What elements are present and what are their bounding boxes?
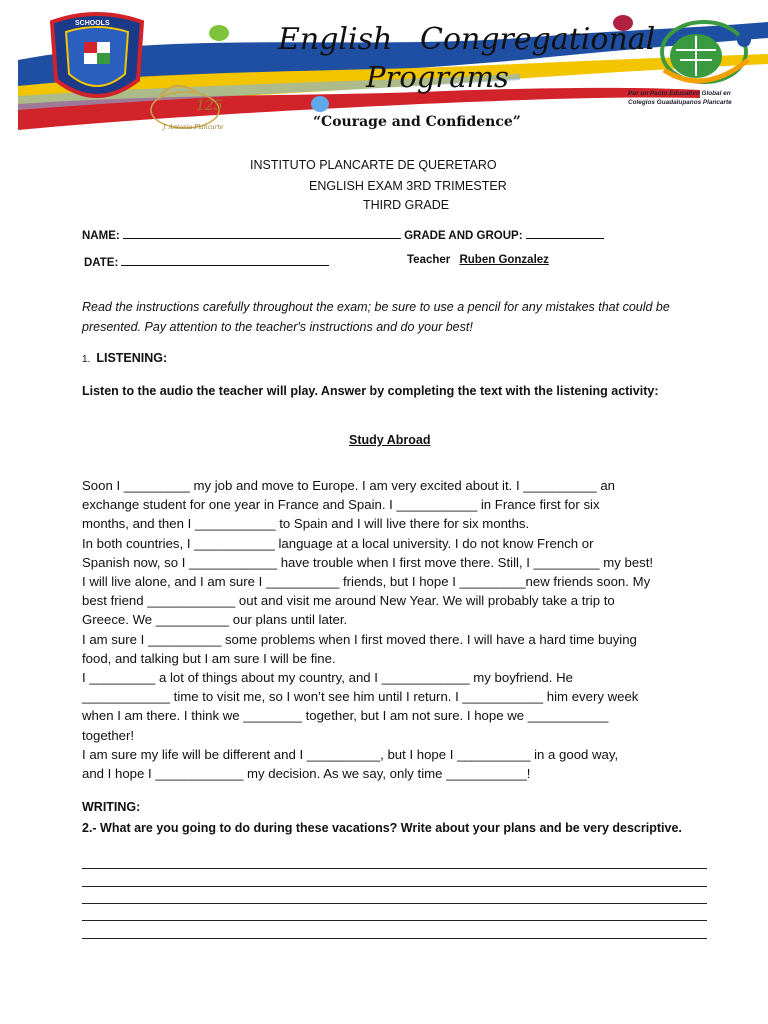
school-label: SCHOOLS [75, 20, 110, 27]
banner-title-english: English [278, 22, 393, 57]
exam-instructions: Read the instructions carefully throughout the exam; be sure to use a pencil for any mistakes that could be presented. Pay attention to the teacher's instructions and do your best! [82, 300, 670, 334]
global-pact-line-2: Colegios Guadalupanos Plancarte [628, 99, 732, 106]
passage-line: In both countries, I ___________ language at a local university. I do not know French or [82, 535, 594, 551]
teacher-name: Ruben Gonzalez [459, 254, 549, 266]
answer-line[interactable] [82, 938, 707, 939]
passage-line: exchange student for one year in France and Spain. I ___________ in France first for six [82, 497, 600, 513]
teacher-label: Teacher [407, 254, 451, 266]
name-blank[interactable] [123, 227, 401, 239]
exam-title: ENGLISH EXAM 3RD TRIMESTER [309, 179, 507, 193]
passage-line: ____________ time to visit me, so I won’t see him until I return. I ___________ him every week [82, 689, 639, 705]
answer-line[interactable] [82, 903, 707, 904]
passage-line: when I am there. I think we ________ together, but I am not sure. I hope we ___________ [82, 708, 609, 724]
listening-instruction: Listen to the audio the teacher will play. Answer by completing the text with the listening activity: [82, 384, 659, 398]
motto: “Courage and Confidence” [313, 114, 521, 130]
institute-name: INSTITUTO PLANCARTE DE QUERETARO [250, 158, 497, 172]
passage-line: Greece. We __________ our plans until later. [82, 612, 348, 628]
grade-group-label: GRADE AND GROUP: [404, 230, 523, 242]
name-row [82, 227, 604, 242]
global-pact-line-1: Por un Pacto Educativo Global en [628, 90, 731, 97]
answer-line[interactable] [82, 920, 707, 921]
header-banner [0, 0, 768, 140]
writing-heading: WRITING: [82, 800, 141, 814]
date-row [84, 254, 329, 269]
passage-line: Soon I _________ my job and move to Europe. I am very excited about it. I __________ an [82, 478, 615, 493]
banner-title-programs: Programs [366, 60, 509, 94]
anniversary-number: 125 [196, 98, 223, 114]
global-pact-caption [628, 89, 732, 107]
passage-line: best friend ____________ out and visit me around New Year. We will probably take a trip to [82, 593, 615, 609]
grade-title: THIRD GRADE [363, 198, 450, 212]
listening-passage [82, 476, 722, 783]
name-label: NAME: [82, 230, 120, 242]
passage-line: food, and talking but I am sure I will be fine. [82, 650, 336, 666]
passage-line: I _________ a lot of things about my country, and I ____________ my boyfriend. He [82, 670, 573, 686]
writing-question: 2.- What are you going to do during these vacations? Write about your plans and be very descriptive. [82, 821, 682, 835]
grade-group-blank[interactable] [526, 227, 604, 239]
listening-heading [82, 351, 167, 365]
banner-title-congregational: Congregational [420, 22, 656, 57]
teacher-row [407, 254, 549, 266]
date-label: DATE: [84, 257, 119, 269]
passage-line: months, and then I ___________ to Spain and I will live there for six months. [82, 516, 530, 532]
passage-line: and I hope I ____________ my decision. As we say, only time ___________! [82, 766, 531, 782]
date-blank[interactable] [121, 254, 329, 266]
story-title: Study Abroad [349, 433, 431, 447]
passage-line: I am sure I __________ some problems when I first moved there. I will have a hard time buying [82, 631, 637, 647]
listening-label: LISTENING: [96, 351, 168, 365]
passage-line: I am sure my life will be different and I __________, but I hope I __________ in a good way, [82, 746, 619, 762]
answer-line[interactable] [82, 886, 707, 887]
anniversary-name: J. Antonio Plancarte [163, 124, 224, 131]
passage-line: together! [82, 727, 135, 743]
answer-line[interactable] [82, 868, 707, 869]
passage-line: Spanish now, so I ____________ have trouble when I first move there. Still, I _________ my best! [82, 554, 654, 570]
passage-line: I will live alone, and I am sure I __________ friends, but I hope I _________new friends soon. My [82, 574, 651, 590]
listening-number: 1. [82, 354, 91, 365]
